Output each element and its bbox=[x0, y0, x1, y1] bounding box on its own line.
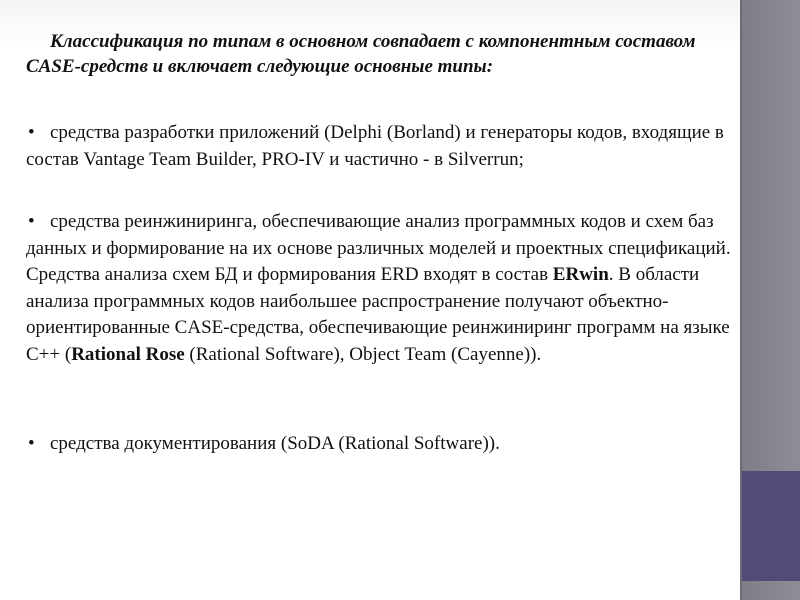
bullet-marker: • bbox=[28, 211, 35, 232]
bullet-item-documentation bbox=[26, 431, 732, 458]
bullet-text: средства документирования (SoDA (Rational Software)). bbox=[50, 433, 500, 454]
bullet-text-part: (Rational Software), Object Team (Cayenne)). bbox=[184, 343, 542, 365]
bullet-text: средства разработки приложений (Delphi (Borland) и генераторы кодов, входящие в состав Vantage Team Builder, PRO-IV и частично - в Silverrun; bbox=[26, 122, 724, 170]
intro-paragraph: Классификация по типам в основном совпадает с компонентным составом CASE-средств и включает следующие основные типы: bbox=[26, 31, 696, 77]
bullet-text-part: средства реинжиниринга, обеспечивающие анализ программных кодов и схем баз данных и формирование на их основе различных моделей и проектных спецификаций. Средства анализа схем БД и формирования ERD входят в состав bbox=[26, 211, 731, 285]
bullet-text-part: . В области анализа программных кодов наибольшее распространение получают объектно-ориентированные CASE-средства, обеспечивающие реинжиниринг программ на языке C++ ( bbox=[26, 264, 730, 365]
bullet-item-reengineering bbox=[26, 209, 732, 368]
bold-term-rational-rose: Rational Rose bbox=[71, 343, 185, 365]
bold-term-erwin: ERwin bbox=[552, 264, 609, 285]
bullet-marker: • bbox=[28, 433, 35, 454]
side-accent-stripe bbox=[742, 471, 800, 581]
bullet-item-development-tools bbox=[26, 120, 732, 173]
bullet-marker: • bbox=[28, 122, 35, 143]
